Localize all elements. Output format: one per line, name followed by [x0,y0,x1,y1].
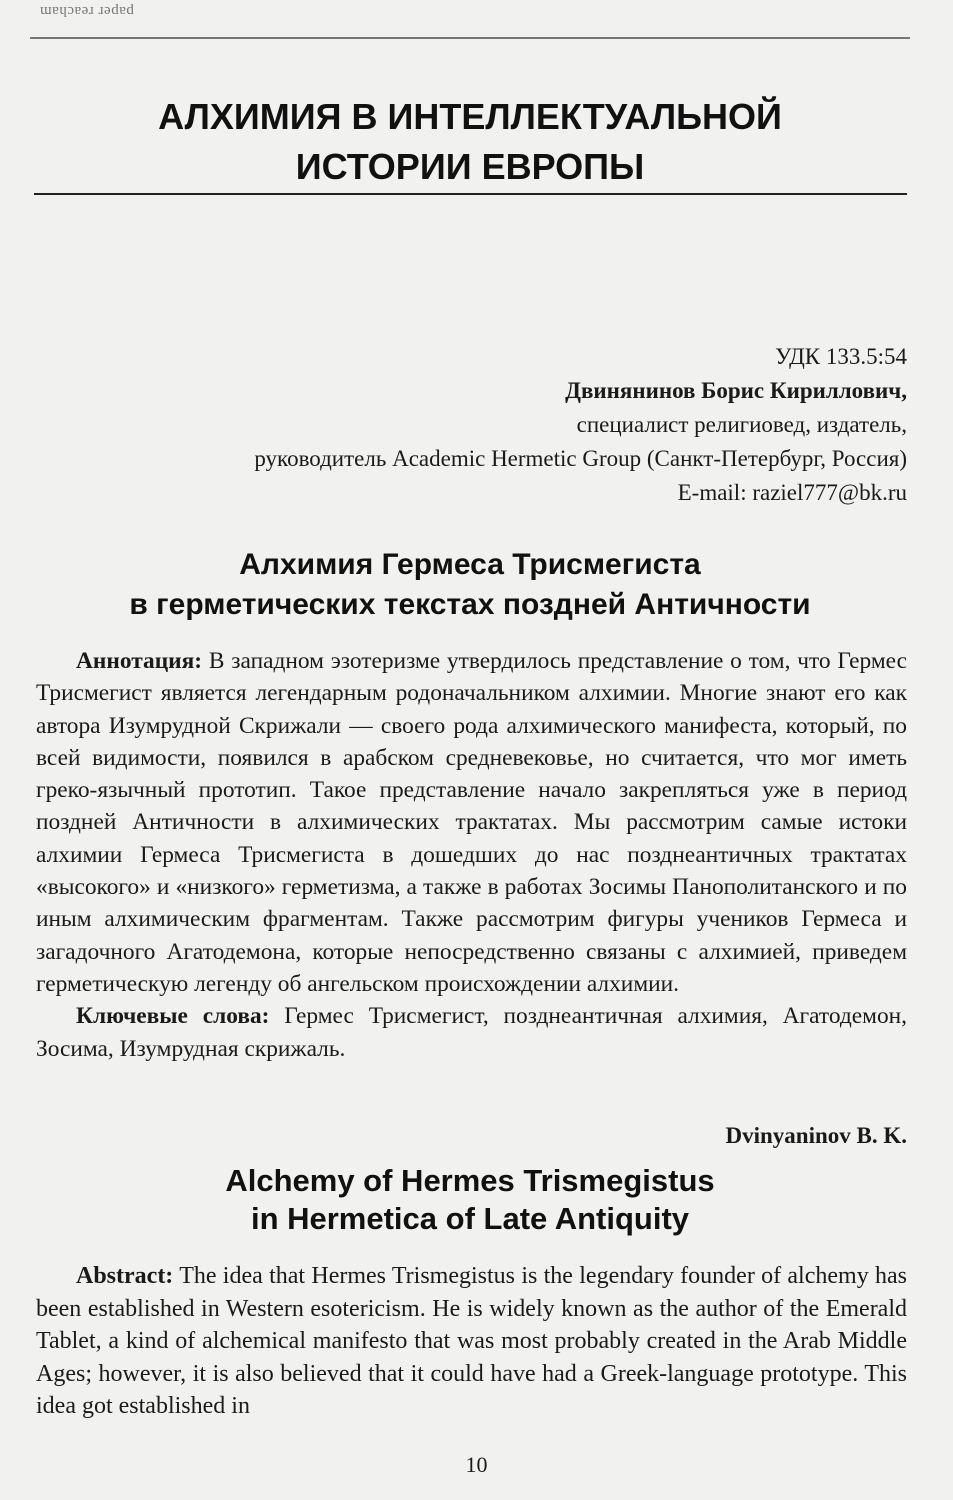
section-title-line2: ИСТОРИИ ЕВРОПЫ [295,146,645,187]
page-number: 10 [465,1452,488,1477]
abstract-en-label: Abstract: [76,1263,174,1289]
author-position: специалист религиовед, издатель, [576,412,907,437]
abstract-en [36,1260,907,1423]
abstract-en-paragraph [36,1260,907,1423]
keywords-text: Гермес Трисмегист, позднеантичная алхимия, Агатодемон, Зосима, Изумрудная скрижаль. [36,1003,908,1062]
annotation-paragraph [36,645,907,1000]
author-name-en: Dvinyaninov B. K. [725,1123,907,1148]
article-title-ru [30,545,910,625]
title-rule [34,193,907,195]
author-email[interactable]: E-mail: raziel777@bk.ru [677,480,907,505]
running-head: ɯɐɥɔɐǝɹ ɹǝdɐd [40,2,135,18]
keywords-label: Ключевые слова: [76,1003,270,1030]
annotation-label: Аннотация: [76,648,203,674]
annotation-text: В западном эзотеризме утвердилось представление о том, что Гермес Трисмегист является легендарным родоначальником алхимии. Многие знают его как автора Изумрудной Скрижали — своего рода алхимического манифеста, который, по всей видимости, появился в арабском средневековье, но считается, что мог иметь греко-язычный прототип. Такое представление начало закрепляться уже в период поздней Античности в алхимических трактатах. Мы рассмотрим самые истоки алхимии Гермеса Трисмегиста в дошедших до нас позднеантичных трактатах «высокого» и «низкого» герметизма, а также в работах Зосимы Панополитанского и по иным алхимическим фрагментам. Также рассмотрим фигуры учеников Гермеса и загадочного Агатодемона, которые непосредственно связаны с алхимией, приведем герметическую легенду об ангельском происхождении алхимии. [36,648,907,997]
article-title-ru-line2: в герметических текстах поздней Античности [129,588,811,621]
section-title [60,92,880,192]
abstract-ru [36,645,907,1065]
top-rule [30,37,910,39]
keywords-paragraph [36,1000,907,1065]
author-affiliation: руководитель Academic Hermetic Group (Санкт-Петербург, Россия) [254,446,907,471]
abstract-en-text: The idea that Hermes Trismegistus is the legendary founder of alchemy has been established in Western esotericism. He is widely known as the author of the Emerald Tablet, a kind of alchemical manifesto that was most probably created in the Arab Middle Ages; however, it is also believed that it could have had a Greek-language prototype. This idea got established in [36,1263,907,1419]
article-title-en-line2: in Hermetica of Late Antiquity [250,1201,690,1236]
udk-code: УДК 133.5:54 [775,344,907,369]
section-title-line1: АЛХИМИЯ В ИНТЕЛЛЕКТУАЛЬНОЙ [158,96,782,137]
article-title-en-line1: Alchemy of Hermes Trismegistus [225,1163,715,1198]
article-title-ru-line1: Алхимия Гермеса Трисмегиста [239,548,701,581]
author-name-ru: Двинянинов Борис Кириллович, [565,378,907,403]
article-meta [47,340,907,510]
article-title-en [30,1162,910,1238]
